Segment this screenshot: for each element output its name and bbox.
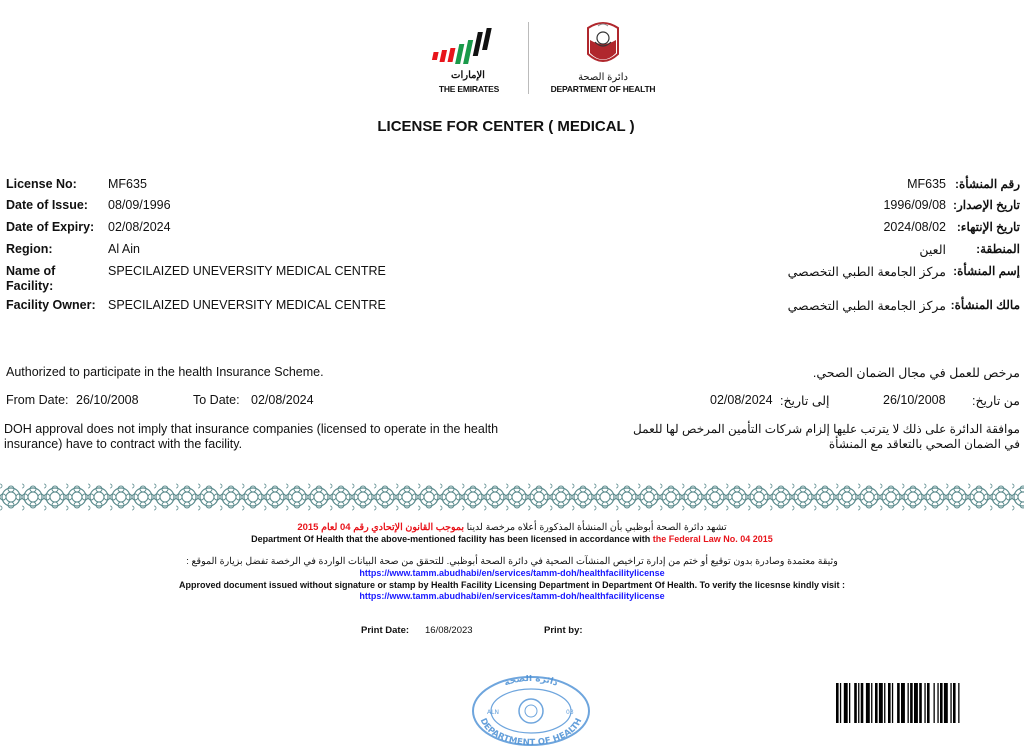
- date-of-issue-value: 08/09/1996: [108, 198, 171, 212]
- doh-logo: [548, 20, 658, 96]
- barcode-bar: [871, 683, 872, 723]
- to-date-label-ar: إلى تاريخ:: [780, 394, 830, 408]
- date-of-issue-value-ar: 1996/09/08: [883, 198, 946, 212]
- logo-divider: [528, 22, 529, 94]
- print-date-value: 16/08/2023: [425, 625, 473, 636]
- barcode-bar: [937, 683, 938, 723]
- barcode-bar: [901, 683, 905, 723]
- barcode-bar: [879, 683, 883, 723]
- barcode-bar: [934, 683, 935, 723]
- barcode-bar: [927, 683, 930, 723]
- barcode-bar: [858, 683, 859, 723]
- doh-stamp: [470, 675, 592, 747]
- region-label: Region:: [6, 242, 53, 256]
- region-label-ar: المنطقة:: [976, 242, 1020, 256]
- facility-name-value: SPECILAIZED UNEVERSITY MEDICAL CENTRE: [108, 264, 386, 278]
- barcode-bar: [944, 683, 948, 723]
- insurance-authorized-ar: مرخص للعمل في مجال الضمان الصحي.: [812, 366, 1020, 380]
- verify-en-text: Approved document issued without signature or stamp by Health Facility Licensing Department in Department Of Health. To verify the licesnse kindly visit :: [179, 580, 845, 590]
- disclaimer-en: DOH approval does not imply that insurance companies (licensed to operate in the health insurance) have to contract with the facility.: [4, 422, 499, 451]
- date-of-expiry-label: Date of Expiry:: [6, 220, 95, 234]
- date-of-expiry-value-ar: 2024/08/02: [883, 220, 946, 234]
- certification-en: [0, 534, 1024, 544]
- to-date-value-ar: 02/08/2024: [710, 393, 773, 407]
- to-date-label: To Date:: [193, 393, 240, 407]
- barcode-bar: [836, 683, 839, 723]
- certification-ar: [0, 522, 1024, 533]
- barcode-bar: [861, 683, 864, 723]
- stamp-left-code: ALN: [487, 709, 499, 716]
- page-title: LICENSE FOR CENTER ( MEDICAL ): [377, 118, 635, 135]
- stamp-text-ar: دائرة الصحة: [502, 675, 560, 689]
- emirates-logo: [428, 22, 508, 94]
- facility-owner-value: SPECILAIZED UNEVERSITY MEDICAL CENTRE: [108, 298, 386, 312]
- barcode-bar: [908, 683, 909, 723]
- verify-url-2[interactable]: https://www.tamm.abudhabi/en/services/tamm-doh/healthfacilitylicense: [359, 591, 665, 601]
- barcode-bar: [884, 683, 885, 723]
- doh-logo-english: DEPARTMENT OF HEALTH: [550, 84, 656, 94]
- facility-owner-label: Facility Owner:: [6, 298, 96, 312]
- license-no-value: MF635: [108, 177, 147, 191]
- facility-owner-label-ar: مالك المنشأة:: [950, 298, 1020, 312]
- print-date-label: Print Date:: [361, 625, 410, 636]
- from-date-label: From Date:: [6, 393, 69, 407]
- print-by-label: Print by:: [544, 625, 583, 636]
- to-date-value: 02/08/2024: [251, 393, 314, 407]
- barcode-bar: [919, 683, 922, 723]
- certification-ar-law: بموجب القانون الإتحادي رقم 04 لعام 2015: [297, 522, 464, 533]
- barcode-bar: [910, 683, 913, 723]
- license-no-value-ar: MF635: [907, 177, 946, 191]
- verify-url-1[interactable]: https://www.tamm.abudhabi/en/services/tamm-doh/healthfacilitylicense: [359, 568, 665, 578]
- barcode-bar: [940, 683, 943, 723]
- barcode-bar: [958, 683, 959, 723]
- date-of-expiry-value: 02/08/2024: [108, 220, 171, 234]
- facility-owner-value-ar: مركز الجامعة الطبي التخصصي: [787, 299, 946, 313]
- license-no-label-ar: رقم المنشأة:: [954, 177, 1020, 191]
- emirates-flag-mark-icon: [428, 22, 508, 70]
- date-of-issue-label-ar: تاريخ الإصدار:: [952, 198, 1020, 212]
- date-of-issue-label: Date of Issue:: [6, 198, 88, 212]
- barcode-bar: [844, 683, 848, 723]
- barcode: [836, 683, 1012, 723]
- verify-ar-text: وثيقة معتمدة وصادرة بدون توقيع أو ختم من إدارة تراخيص المنشآت الصحية في دائرة الصحة أبوظبي. للتحقق من صحة البيانات الواردة في الرخصة تفضل بزيارة الموقع :: [186, 556, 838, 567]
- region-value-ar: العين: [919, 243, 946, 257]
- barcode-bar: [888, 683, 891, 723]
- facility-name-label-ar: إسم المنشأة:: [953, 264, 1020, 278]
- facility-name-label: Name of Facility:: [6, 264, 56, 293]
- region-value: Al Ain: [108, 242, 140, 256]
- barcode-bar: [897, 683, 900, 723]
- insurance-authorized-en: Authorized to participate in the health Insurance Scheme.: [6, 365, 324, 379]
- certification-ar-text: تشهد دائرة الصحة أبوظبي بأن المنشأة المذكورة أعلاه مرخصة لدينا: [466, 522, 727, 533]
- barcode-bar: [849, 683, 850, 723]
- barcode-bar: [924, 683, 925, 723]
- stamp-text-en: DEPARTMENT OF HEALTH: [477, 716, 585, 747]
- falcon-emblem-icon: [548, 20, 658, 70]
- from-date-value: 26/10/2008: [76, 393, 139, 407]
- barcode-bar: [914, 683, 918, 723]
- certification-en-text: Department Of Health that the above-mentioned facility has been licensed in accordance with: [251, 534, 651, 544]
- emirates-logo-english: THE EMIRATES: [438, 84, 500, 94]
- barcode-bar: [854, 683, 857, 723]
- barcode-bar: [950, 683, 951, 723]
- license-no-label: License No:: [6, 177, 77, 191]
- barcode-bar: [875, 683, 878, 723]
- stamp-seal-icon: [470, 675, 592, 747]
- barcode-bar: [866, 683, 870, 723]
- stamp-right-code: 03: [566, 709, 574, 716]
- date-of-expiry-label-ar: تاريخ الإنتهاء:: [956, 220, 1020, 234]
- facility-name-value-ar: مركز الجامعة الطبي التخصصي: [787, 265, 946, 279]
- emirates-logo-arabic: الإمارات: [451, 70, 485, 81]
- certification-en-law: the Federal Law No. 04 2015: [652, 534, 773, 544]
- from-date-label-ar: من تاريخ:: [971, 394, 1020, 408]
- barcode-bar: [892, 683, 893, 723]
- doh-logo-arabic: دائرة الصحة: [578, 72, 628, 83]
- disclaimer-ar: موافقة الدائرة على ذلك لا يترتب عليها إلزام شركات التأمين المرخص لها للعمل في الضمان الصحي بالتعاقد مع المنشأة: [633, 422, 1020, 451]
- from-date-value-ar: 26/10/2008: [883, 393, 946, 407]
- barcode-bar: [953, 683, 956, 723]
- decorative-ornament-border: [0, 480, 1024, 514]
- barcode-bar: [840, 683, 841, 723]
